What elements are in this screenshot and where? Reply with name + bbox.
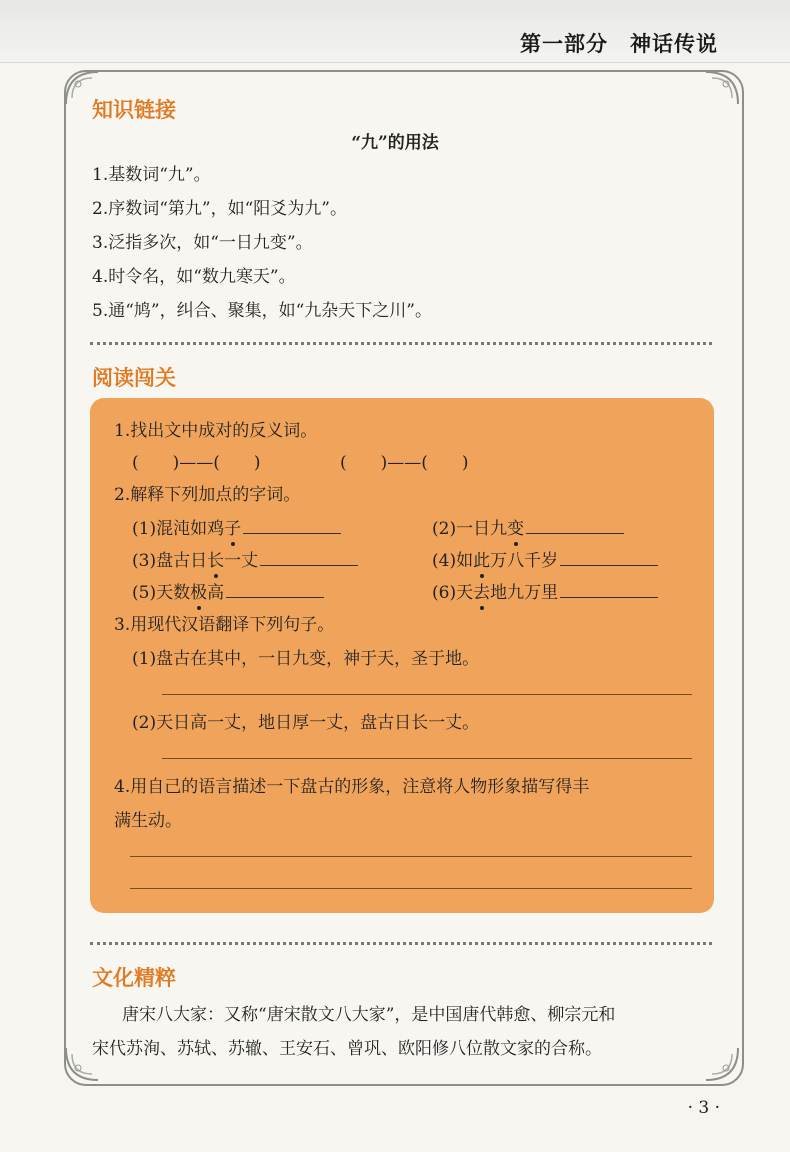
sentence-1: (1)盘古在其中，一日九变，神于天，圣于地。 [132, 649, 480, 669]
word-item-post: 高 [207, 583, 225, 603]
answer-line[interactable] [130, 888, 692, 889]
answer-blank[interactable] [260, 564, 358, 566]
word-item-pre: (5)天数 [132, 583, 191, 603]
question-3: 3.用现代汉语翻译下列句子。 [114, 615, 335, 635]
knowledge-item: 4.时令名，如“数九寒天”。 [92, 267, 296, 287]
question-2: 2.解释下列加点的字词。 [114, 485, 301, 505]
knowledge-item: 3.泛指多次，如“一日九变”。 [92, 233, 313, 253]
question-1: 1.找出文中成对的反义词。 [114, 421, 318, 441]
word-item [132, 546, 358, 571]
corner-ornament-icon [702, 1044, 742, 1084]
section-title-culture: 文化精粹 [92, 966, 176, 990]
answer-line[interactable] [162, 694, 692, 695]
answer-line[interactable] [130, 856, 692, 857]
antonym-pair-blank[interactable]: ( )——( ) [340, 453, 469, 473]
knowledge-item: 1.基数词“九”。 [92, 165, 211, 185]
antonym-pair-blank[interactable]: ( )——( ) [132, 453, 261, 473]
word-item-pre: (2)一日九 [432, 519, 508, 539]
word-item-pre: (4)如 [432, 551, 474, 571]
dotted-char: 极 [190, 583, 208, 603]
corner-ornament-icon [702, 68, 742, 108]
page-number: · 3 · [687, 1098, 720, 1118]
word-item-post: 一丈 [224, 551, 259, 571]
knowledge-item: 2.序数词“第九”，如“阳爻为九”。 [92, 199, 347, 219]
word-item [132, 514, 341, 539]
dotted-char: 去 [473, 583, 491, 603]
culture-text-line-1: 唐宋八大家：又称“唐宋散文八大家”，是中国唐代韩愈、柳宗元和 [122, 1005, 616, 1025]
page-header: 第一部分 神话传说 [520, 32, 718, 56]
question-4-line-1: 4.用自己的语言描述一下盘古的形象，注意将人物形象描写得丰 [114, 777, 590, 797]
word-item [432, 578, 658, 603]
word-item [432, 546, 658, 571]
word-item [432, 514, 624, 539]
word-item [132, 578, 324, 603]
answer-blank[interactable] [560, 564, 658, 566]
dotted-char: 此 [473, 551, 491, 571]
section-title-reading: 阅读闯关 [92, 366, 176, 390]
answer-blank[interactable] [243, 532, 341, 534]
dotted-char: 子 [224, 519, 242, 539]
question-4-line-2: 满生动。 [114, 811, 182, 831]
culture-text-line-2: 宋代苏洵、苏轼、苏辙、王安石、曾巩、欧阳修八位散文家的合称。 [92, 1039, 602, 1059]
sentence-2: (2)天日高一丈，地日厚一丈，盘古日长一丈。 [132, 713, 480, 733]
dotted-char: 长 [207, 551, 225, 571]
word-item-pre: (1)混沌如鸡 [132, 519, 225, 539]
word-item-pre: (6)天 [432, 583, 474, 603]
dotted-char: 变 [507, 519, 525, 539]
knowledge-item: 5.通“鸠”，纠合、聚集，如“九杂天下之川”。 [92, 301, 432, 321]
section-divider [90, 942, 712, 945]
knowledge-subtitle: “九”的用法 [351, 133, 439, 153]
section-divider [90, 342, 712, 345]
answer-blank[interactable] [560, 596, 658, 598]
answer-blank[interactable] [226, 596, 324, 598]
answer-line[interactable] [162, 758, 692, 759]
word-item-post: 地九万里 [490, 583, 559, 603]
section-title-knowledge: 知识链接 [92, 98, 176, 122]
word-item-pre: (3)盘古日 [132, 551, 208, 571]
word-item-post: 万八千岁 [490, 551, 559, 571]
answer-blank[interactable] [526, 532, 624, 534]
